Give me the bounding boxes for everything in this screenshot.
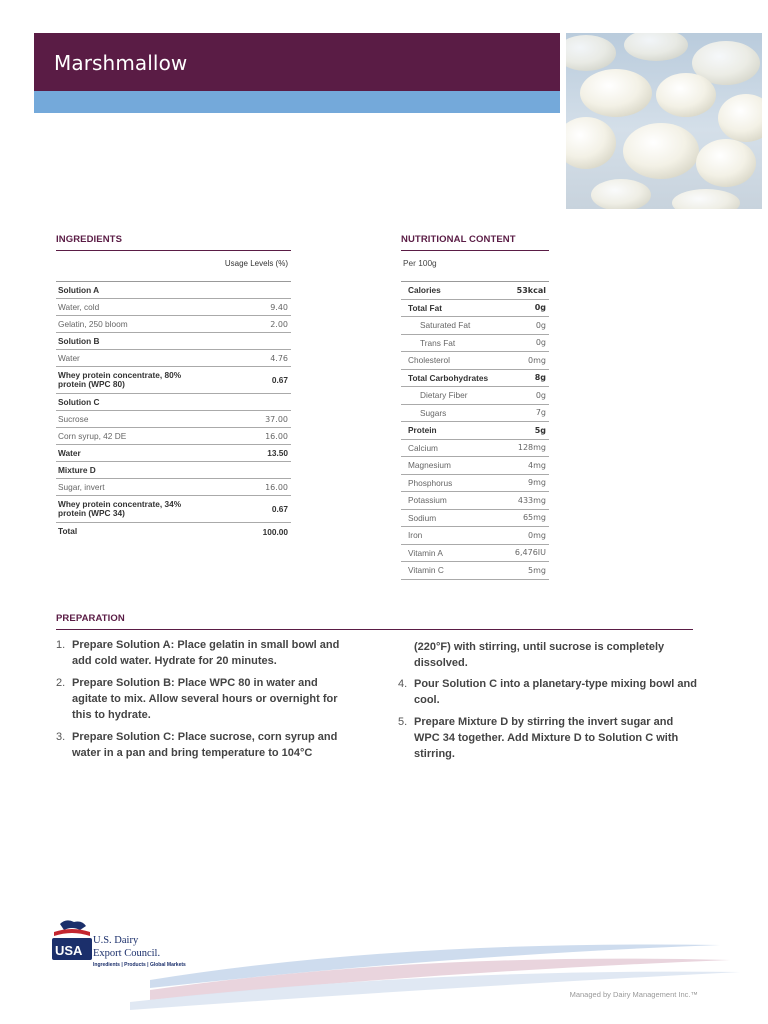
nutrient-name: Cholesterol xyxy=(408,355,450,366)
per-100g-header xyxy=(401,250,549,275)
ingredient-name: Whey protein concentrate, 34% protein (WPC 34) xyxy=(58,499,182,518)
nutrition-row xyxy=(401,335,549,353)
nutrition-rows xyxy=(401,282,549,580)
ingredient-row xyxy=(56,445,291,462)
ingredient-name: Gelatin, 250 bloom xyxy=(58,318,128,329)
ingredient-name: Solution A xyxy=(58,284,100,295)
logo-tagline: Ingredients | Products | Global Markets xyxy=(93,962,186,968)
usdec-logo xyxy=(50,918,220,974)
nutrient-name: Total Fat xyxy=(408,302,442,313)
nutrition-row xyxy=(401,562,549,580)
nutrient-name: Phosphorus xyxy=(408,477,453,488)
nutrition-title: NUTRITIONAL CONTENT xyxy=(401,234,516,245)
preparation-right-column xyxy=(398,639,698,768)
ingredient-group-heading xyxy=(56,394,291,411)
per-100g-label: Per 100g xyxy=(403,258,437,268)
nutrient-name: Total Carbohydrates xyxy=(408,372,489,383)
nutrition-row xyxy=(401,300,549,318)
nutrient-value: 8g xyxy=(534,373,546,383)
ingredient-usage-value: 2.00 xyxy=(270,319,288,329)
ingredient-name: Corn syrup, 42 DE xyxy=(58,430,127,441)
ingredient-row xyxy=(56,299,291,316)
nutrient-value: 4mg xyxy=(528,460,546,470)
ingredient-name: Total xyxy=(58,526,78,536)
prep-step-number: 4. xyxy=(398,678,408,690)
ingredient-usage-value: 0.67 xyxy=(271,375,288,385)
ingredient-row xyxy=(56,428,291,445)
nutrition-row xyxy=(401,282,549,300)
nutrient-name: Sodium xyxy=(408,512,437,523)
ingredient-name: Water xyxy=(58,447,81,458)
nutrient-value: 53kcal xyxy=(516,285,546,295)
ingredient-group-heading xyxy=(56,462,291,479)
logo-usa-text: USA xyxy=(55,943,83,958)
header-accent-bar xyxy=(34,91,560,113)
nutrition-row xyxy=(401,510,549,528)
ingredient-group-heading xyxy=(56,333,291,350)
prep-step-text: Prepare Mixture D by stirring the invert sugar and WPC 34 together. Add Mixture D to Solution C with stirring. xyxy=(414,716,679,760)
ingredient-usage-value: 16.00 xyxy=(265,482,288,492)
nutrient-name: Protein xyxy=(408,425,437,436)
nutrient-value: 0mg xyxy=(528,530,546,540)
nutrient-value: 5g xyxy=(534,425,546,435)
logo-line2: Export Council. xyxy=(93,948,161,959)
ingredient-row xyxy=(56,523,291,540)
prep-step-continuation: (220°F) with stirring, until sucrose is completely dissolved. xyxy=(414,641,665,669)
ingredient-group-heading xyxy=(56,282,291,299)
ingredient-row xyxy=(56,411,291,428)
prep-step-number: 5. xyxy=(398,716,408,728)
prep-step-text: Prepare Solution B: Place WPC 80 in water and agitate to mix. Allow several hours or overnight for this to hydrate. xyxy=(72,677,338,721)
marshmallow-illustration xyxy=(566,33,762,209)
nutrient-name: Calories xyxy=(408,285,441,296)
prep-step xyxy=(398,676,698,708)
page-title: Marshmallow xyxy=(54,51,188,75)
nutrient-name: Sugars xyxy=(420,407,447,418)
nutrition-row xyxy=(401,440,549,458)
nutrition-row xyxy=(401,475,549,493)
nutrition-row xyxy=(401,457,549,475)
ingredient-usage-value: 9.40 xyxy=(270,302,288,312)
nutrient-value: 0g xyxy=(535,338,546,348)
nutrition-row xyxy=(401,492,549,510)
ingredient-name: Sugar, invert xyxy=(58,481,105,492)
nutrient-name: Dietary Fiber xyxy=(420,390,468,401)
nutrition-row xyxy=(401,370,549,388)
nutrient-name: Trans Fat xyxy=(420,337,456,348)
nutrition-row xyxy=(401,387,549,405)
nutrient-value: 65mg xyxy=(522,513,546,523)
nutrient-value: 5mg xyxy=(528,565,546,575)
nutrition-row xyxy=(401,317,549,335)
nutrient-name: Vitamin A xyxy=(408,547,443,558)
prep-step-number: 1. xyxy=(56,639,66,651)
nutrient-value: 0mg xyxy=(528,355,546,365)
marshmallow-photo xyxy=(566,33,762,209)
ingredient-name: Sucrose xyxy=(58,413,89,424)
nutrition-row xyxy=(401,527,549,545)
ingredients-table xyxy=(56,250,291,540)
nutrient-name: Potassium xyxy=(408,495,447,506)
ingredient-name: Solution B xyxy=(58,335,100,346)
ingredients-rows xyxy=(56,282,291,540)
ingredients-title: INGREDIENTS xyxy=(56,234,123,245)
ingredient-row xyxy=(56,479,291,496)
ingredient-name: Water xyxy=(58,352,80,363)
logo-line1: U.S. Dairy xyxy=(93,935,139,946)
nutrient-name: Calcium xyxy=(408,442,438,453)
nutrient-value: 0g xyxy=(535,320,546,330)
usage-levels-header xyxy=(56,250,291,275)
ingredient-usage-value: 100.00 xyxy=(262,526,288,537)
prep-step xyxy=(56,637,350,669)
ingredient-row xyxy=(56,350,291,367)
ingredient-usage-value: 37.00 xyxy=(265,414,288,424)
nutrition-row xyxy=(401,405,549,423)
prep-step xyxy=(56,675,350,723)
nutrient-value: 0g xyxy=(534,303,546,313)
prep-step-text: Pour Solution C into a planetary-type mixing bowl and cool. xyxy=(414,678,697,706)
nutrient-value: 6,476IU xyxy=(514,548,546,558)
nutrient-value: 0g xyxy=(535,390,546,400)
prep-step xyxy=(398,714,698,762)
ingredient-name: Water, cold xyxy=(58,301,100,312)
preparation-title: PREPARATION xyxy=(56,613,125,624)
nutrition-table xyxy=(401,250,549,580)
nutrition-row xyxy=(401,422,549,440)
prep-step-number: 3. xyxy=(56,731,66,743)
nutrient-value: 128mg xyxy=(517,443,546,453)
ingredient-usage-value: 0.67 xyxy=(271,504,288,514)
prep-step-number: 2. xyxy=(56,677,66,689)
nutrient-name: Saturated Fat xyxy=(420,320,471,331)
ingredient-row xyxy=(56,316,291,333)
managed-by-text: Managed by Dairy Management Inc.™ xyxy=(569,990,698,999)
usage-levels-label: Usage Levels (%) xyxy=(224,258,288,268)
ingredient-name: Mixture D xyxy=(58,464,96,475)
nutrient-name: Vitamin C xyxy=(408,565,444,576)
prep-step xyxy=(56,729,350,761)
ingredient-usage-value: 16.00 xyxy=(265,431,288,441)
ingredient-name: Whey protein concentrate, 80% protein (WPC 80) xyxy=(58,370,182,389)
preparation-left-column xyxy=(56,637,350,767)
ingredient-usage-value: 4.76 xyxy=(270,353,288,363)
nutrient-value: 7g xyxy=(535,408,546,418)
nutrition-row xyxy=(401,545,549,563)
nutrient-value: 9mg xyxy=(528,478,546,488)
prep-step-text: Prepare Solution C: Place sucrose, corn syrup and water in a pan and bring temperature to 104°C xyxy=(72,731,338,759)
ingredient-name: Solution C xyxy=(58,396,100,407)
nutrient-value: 433mg xyxy=(517,495,546,505)
nutrient-name: Magnesium xyxy=(408,460,451,471)
nutrition-row xyxy=(401,352,549,370)
ingredient-usage-value: 13.50 xyxy=(267,448,288,458)
preparation-rule xyxy=(56,629,693,630)
ingredient-row xyxy=(56,367,291,394)
ingredient-row xyxy=(56,496,291,523)
header-banner xyxy=(34,33,560,91)
nutrient-name: Iron xyxy=(408,530,423,541)
prep-step-text: Prepare Solution A: Place gelatin in small bowl and add cold water. Hydrate for 20 minutes. xyxy=(72,639,340,667)
